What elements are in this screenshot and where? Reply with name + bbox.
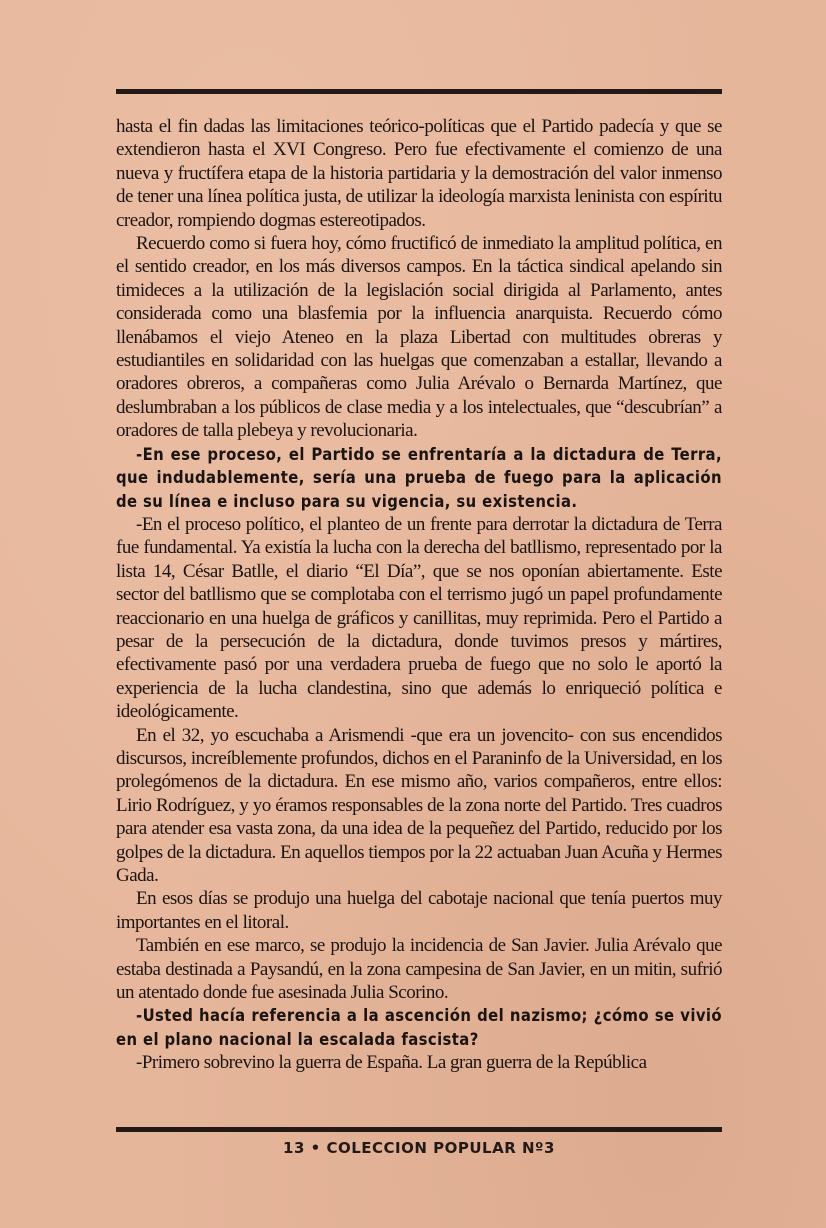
paragraph: -En el proceso político, el planteo de un frente para derrotar la dictadura de Terra fue fundamental. Ya existía la lucha con la derecha del batllismo, representado por la lista 14, César Batlle, el diario “El Día”, que se nos oponían abiertamente. Este sector del batllismo que se complotaba con el terrismo jugó un papel profundamente reaccionario en una huelga de gráficos y canillitas, muy reprimida. Pero el Partido a pesar de la persecución de la dictadura, donde tuvimos presos y mártires, efectivamente pasó por una verdadera prueba de fuego que no solo le aportó la experiencia de la lucha clandestina, sino que además lo enriqueció política e ideológicamente. [116,513,722,723]
paragraph: También en ese marco, se produjo la incidencia de San Javier. Julia Arévalo que estaba destinada a Paysandú, en la zona campesina de San Javier, en un mitin, sufrió un atentado donde fue asesinada Julia Scorino. [116,935,722,1004]
bottom-rule [116,1127,722,1132]
body-text [116,115,722,1075]
top-rule [116,89,722,94]
paragraph: Recuerdo como si fuera hoy, cómo fructificó de inmediato la amplitud política, en el sentido creador, en los más diversos campos. En la táctica sindical apelando sin timideces a la utilización de la legislación social dirigida al Parlamento, antes considerada como una blasfemia por la influencia anarquista. Recuerdo cómo llenábamos el viejo Ateneo en la plaza Libertad con multitudes obreras y estudiantiles en solidaridad con las huelgas que comenzaban a estallar, llevando a oradores obreros, a compañeras como Julia Arévalo o Bernarda Martínez, que deslumbraban a los públicos de clase media y a los intelectuales, que “descubrían” a oradores de talla plebeya y revolucionaria. [116,233,722,442]
interview-question: -Usted hacía referencia a la ascención del nazismo; ¿cómo se vivió en el plano nacional la escalada fascista? [116,1006,722,1049]
page-footer: 13 • COLECCION POPULAR Nº3 [283,1139,555,1157]
interview-question: -En ese proceso, el Partido se enfrentaría a la dictadura de Terra, que indudablemente, sería una prueba de fuego para la aplicación de su línea e incluso para su vigencia, su existencia. [116,444,722,511]
paragraph: En el 32, yo escuchaba a Arismendi -que era un jovencito- con sus encendidos discursos, increíblemente profundos, dichos en el Paraninfo de la Universidad, en los prolegómenos de la dictadura. En ese mismo año, varios compañeros, entre ellos: Lirio Rodríguez, y yo éramos responsables de la zona norte del Partido. Tres cuadros para atender esa vasta zona, da una idea de la pequeñez del Partido, reducido por los golpes de la dictadura. En aquellos tiempos por la 22 actuaban Juan Acuña y Hermes Gada. [116,724,722,886]
paragraph: En esos días se produjo una huelga del cabotaje nacional que tenía puertos muy importantes en el litoral. [116,888,722,933]
paragraph: hasta el fin dadas las limitaciones teórico-políticas que el Partido padecía y que se extendieron hasta el XVI Congreso. Pero fue efectivamente el comienzo de una nueva y fructífera etapa de la historia partidaria y la demostración del valor inmenso de tener una línea política justa, de utilizar la ideología marxista leninista con espíritu creador, rompiendo dogmas estereotipados. [116,116,722,231]
paragraph: -Primero sobrevino la guerra de España. La gran guerra de la República [136,1052,647,1074]
